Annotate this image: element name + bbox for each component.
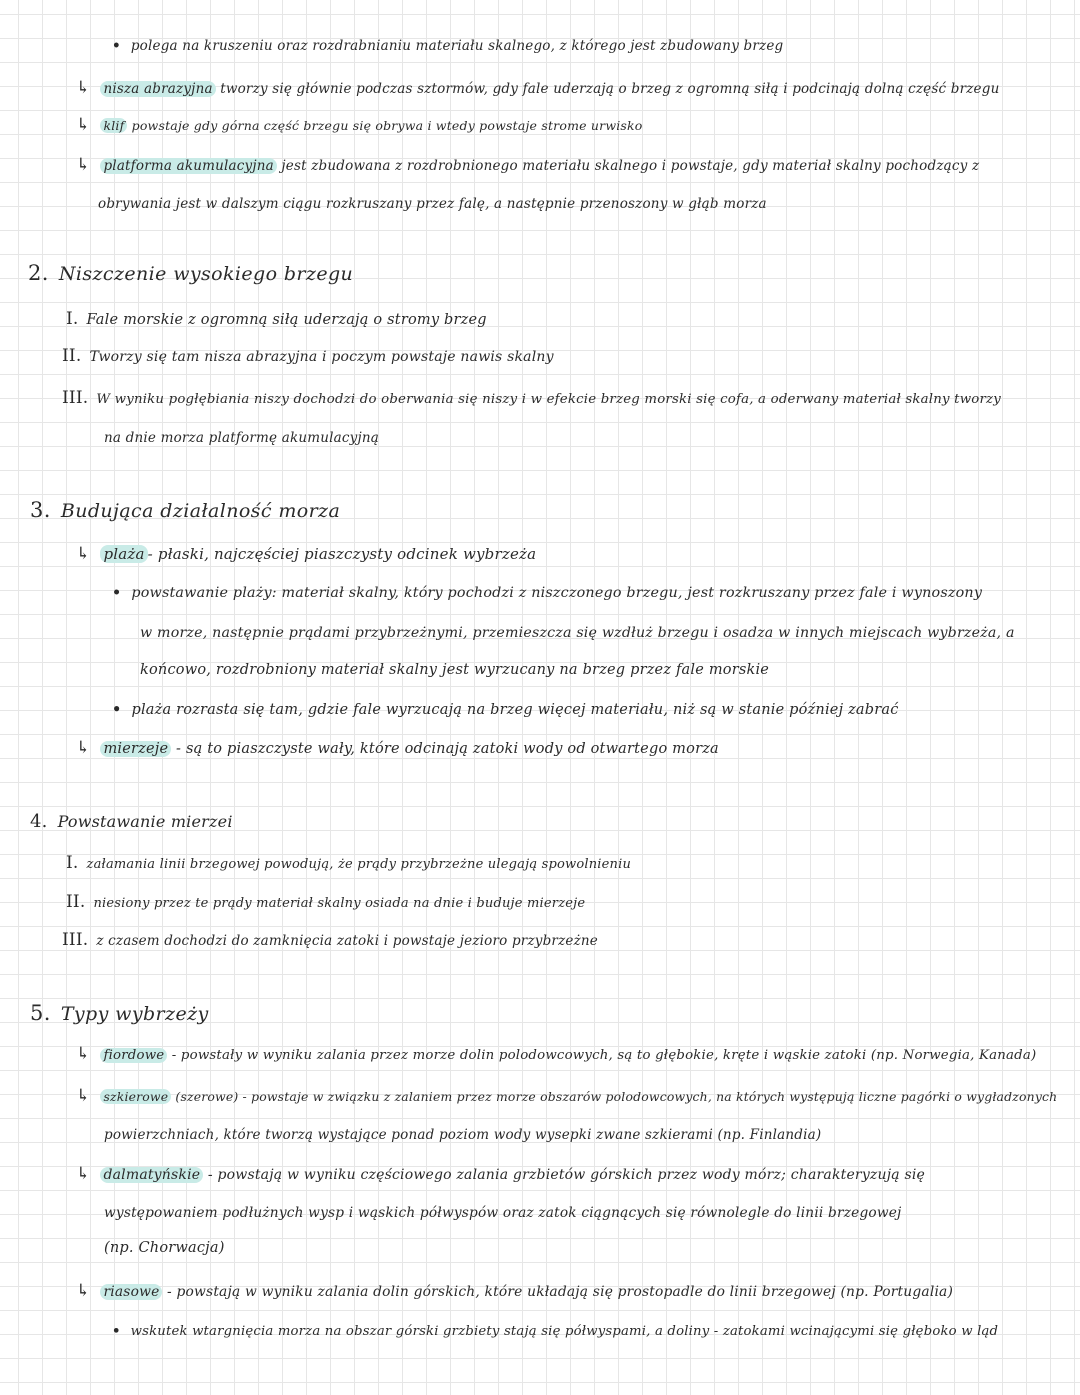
line-l6: I. Fale morskie z ogromną siłą uderzają o stromy brzeg <box>66 309 487 329</box>
highlighted-term: szkierowe <box>100 1089 171 1104</box>
highlighted-term: plaża <box>100 545 147 563</box>
line-l23: występowaniem podłużnych wysp i wąskich półwyspów oraz zatok ciągnących się równolegle do linii brzegowej <box>104 1205 902 1221</box>
line-l17: II. niesiony przez te prądy materiał skalny osiada na dnie i buduje mierzeje <box>66 892 586 912</box>
highlighted-term: dalmatyńskie <box>100 1167 203 1183</box>
line-l13: końcowo, rozdrobniony materiał skalny jest wyrzucany na brzeg przez fale morskie <box>140 662 770 678</box>
line-l25: ↳ riasowe - powstają w wyniku zalania dolin górskich, które układają się prostopadle do linii brzegowej (np. Portugalia) <box>76 1281 954 1301</box>
line-l16: I. załamania linii brzegowej powodują, że prądy przybrzeżne ulegają spowolnieniu <box>66 853 632 873</box>
highlighted-term: platforma akumulacyjna <box>100 158 276 174</box>
line-l1: • polega na kruszeniu oraz rozdrabnianiu materiału skalnego, z którego jest zbudowany brzeg <box>112 38 784 54</box>
line-l3: ↳ klif powstaje gdy górna część brzegu się obrywa i wtedy powstaje strome urwisko <box>76 115 643 135</box>
line-l4: ↳ platforma akumulacyjna jest zbudowana z rozdrobnionego materiału skalnego i powstaje, gdy materiał skalny pochodzący z <box>76 155 980 175</box>
line-l8: III. W wyniku pogłębiania niszy dochodzi do oberwania się niszy i w efekcie brzeg morski się cofa, a oderwany materiał skalny tworzy <box>62 388 1001 408</box>
highlighted-term: riasowe <box>100 1284 162 1300</box>
arrow-icon: ↳ <box>76 1164 91 1184</box>
highlighted-term: klif <box>100 118 127 133</box>
line-l2: ↳ nisza abrazyjna tworzy się głównie podczas sztormów, gdy fale uderzają o brzeg z ogromną siłą i podcinają dolną część brzegu <box>76 78 1000 98</box>
line-l26: • wskutek wtargnięcia morza na obszar górski grzbiety stają się półwyspami, a doliny - zatokami wcinającymi się głęboko w ląd <box>112 1324 999 1339</box>
roman-numeral: III. <box>62 930 89 950</box>
heading-section-3: 3. Budująca działalność morza <box>30 498 341 522</box>
arrow-icon: ↳ <box>76 155 91 175</box>
line-l21: powierzchniach, które tworzą wystające ponad poziom wody wysepki zwane szkierami (np. Finlandia) <box>104 1127 822 1143</box>
roman-numeral: III. <box>62 388 89 408</box>
section-number: 4. <box>30 811 48 832</box>
highlighted-term: fiordowe <box>100 1048 167 1063</box>
heading-section-5: 5. Typy wybrzeży <box>30 1001 209 1025</box>
bullet-icon: • <box>112 585 122 601</box>
line-l20: ↳ szkierowe (szerowe) - powstaje w związku z zalaniem przez morze obszarów polodowcowych, na których występują liczne pagórki o wygładzonych <box>76 1086 1058 1106</box>
line-l24: (np. Chorwacja) <box>104 1240 225 1256</box>
line-l10: ↳ plaża - płaski, najczęściej piaszczysty odcinek wybrzeża <box>76 544 537 564</box>
arrow-icon: ↳ <box>76 1044 91 1064</box>
section-number: 3. <box>30 498 51 522</box>
line-l5: obrywania jest w dalszym ciągu rozkruszany przez falę, a następnie przenoszony w głąb morza <box>98 196 767 212</box>
heading-section-4: 4. Powstawanie mierzei <box>30 811 233 832</box>
roman-numeral: I. <box>66 853 79 873</box>
line-l7: II. Tworzy się tam nisza abrazyjna i poczym powstaje nawis skalny <box>62 346 554 366</box>
arrow-icon: ↳ <box>76 1086 91 1106</box>
arrow-icon: ↳ <box>76 115 91 135</box>
line-l19: ↳ fiordowe - powstały w wyniku zalania przez morze dolin polodowcowych, są to głębokie, kręte i wąskie zatoki (np. Norwegia, Kanada) <box>76 1044 1037 1064</box>
highlighted-term: nisza abrazyjna <box>100 81 215 97</box>
bullet-icon: • <box>112 1324 121 1339</box>
line-l15: ↳ mierzeje - są to piaszczyste wały, które odcinają zatoki wody od otwartego morza <box>76 738 719 758</box>
arrow-icon: ↳ <box>76 544 91 564</box>
roman-numeral: II. <box>62 346 82 366</box>
line-l14: • plaża rozrasta się tam, gdzie fale wyrzucają na brzeg więcej materiału, niż są w stanie później zabrać <box>112 701 899 718</box>
bullet-icon: • <box>112 701 122 718</box>
line-l18: III. z czasem dochodzi do zamknięcia zatoki i powstaje jezioro przybrzeżne <box>62 930 598 950</box>
bullet-icon: • <box>112 38 121 54</box>
section-number: 2. <box>28 261 49 285</box>
roman-numeral: II. <box>66 892 86 912</box>
line-l9: na dnie morza platformę akumulacyjną <box>104 430 379 446</box>
highlighted-term: mierzeje <box>100 741 171 757</box>
arrow-icon: ↳ <box>76 738 91 758</box>
roman-numeral: I. <box>66 309 79 329</box>
line-l11: • powstawanie plaży: materiał skalny, który pochodzi z niszczonego brzegu, jest rozkruszany przez fale i wynoszony <box>112 585 983 601</box>
heading-section-2: 2. Niszczenie wysokiego brzegu <box>28 261 354 285</box>
line-l12: w morze, następnie prądami przybrzeżnymi, przemieszcza się wzdłuż brzegu i osadza w innych miejscach wybrzeża, a <box>140 625 1015 641</box>
arrow-icon: ↳ <box>76 78 91 98</box>
line-l22: ↳ dalmatyńskie - powstają w wyniku częściowego zalania grzbietów górskich przez wody mórz; charakteryzują się <box>76 1164 926 1184</box>
section-number: 5. <box>30 1001 51 1025</box>
arrow-icon: ↳ <box>76 1281 91 1301</box>
